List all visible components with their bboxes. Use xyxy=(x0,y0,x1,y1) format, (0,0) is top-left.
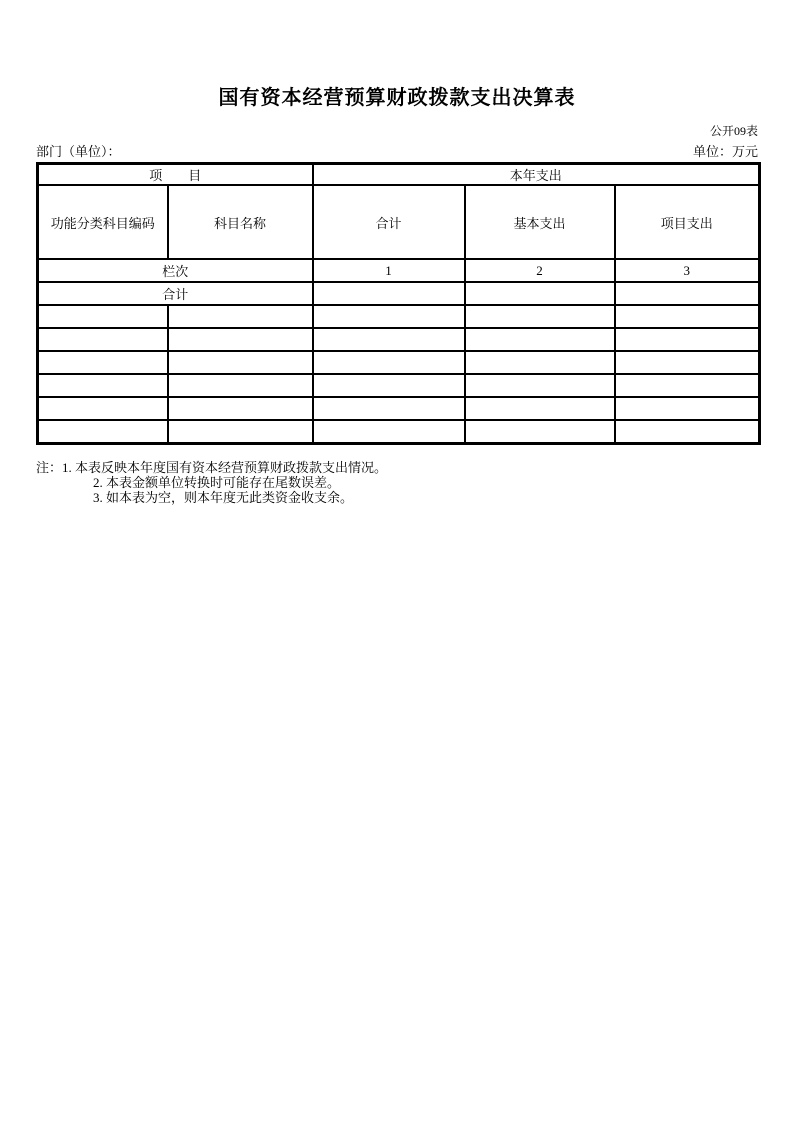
note-line-1 xyxy=(36,460,758,475)
table-row-empty xyxy=(38,420,760,443)
table-row-empty xyxy=(38,305,760,328)
total-row-value-project xyxy=(615,282,760,305)
table-row-column-headers xyxy=(38,185,760,259)
table-row-empty xyxy=(38,397,760,420)
doc-number-label: 公开09表 xyxy=(709,124,758,138)
empty-cell xyxy=(38,420,168,443)
table-row-empty xyxy=(38,328,760,351)
empty-cell xyxy=(465,351,615,374)
total-row-label: 合计 xyxy=(38,282,313,305)
table-row-column-index xyxy=(38,259,760,282)
table-row-empty xyxy=(38,351,760,374)
empty-cell xyxy=(615,328,760,351)
empty-cell xyxy=(168,374,313,397)
column-index-label: 栏次 xyxy=(38,259,313,282)
column-index-3: 3 xyxy=(615,259,760,282)
header-item-group: 项 目 xyxy=(38,164,313,186)
empty-cell xyxy=(38,397,168,420)
empty-cell xyxy=(615,351,760,374)
total-row-value-basic xyxy=(465,282,615,305)
column-index-2: 2 xyxy=(465,259,615,282)
empty-cell xyxy=(465,397,615,420)
note-line-2: 2. 本表金额单位转换时可能存在尾数误差。 xyxy=(93,474,341,490)
header-function-class-code: 功能分类科目编码 xyxy=(38,185,168,259)
total-row-value-total xyxy=(313,282,465,305)
empty-cell xyxy=(465,374,615,397)
empty-cell xyxy=(313,374,465,397)
empty-cell xyxy=(168,397,313,420)
column-index-1: 1 xyxy=(313,259,465,282)
meta-row xyxy=(36,143,758,160)
empty-cell xyxy=(168,328,313,351)
empty-cell xyxy=(38,328,168,351)
table-row-total xyxy=(38,282,760,305)
empty-cell xyxy=(313,305,465,328)
empty-cell xyxy=(465,420,615,443)
empty-cell xyxy=(313,397,465,420)
empty-cell xyxy=(313,420,465,443)
empty-cell xyxy=(615,420,760,443)
header-subject-name: 科目名称 xyxy=(168,185,313,259)
header-project-expenditure: 项目支出 xyxy=(615,185,760,259)
header-year-expenditure-group: 本年支出 xyxy=(313,164,760,186)
header-basic-expenditure: 基本支出 xyxy=(465,185,615,259)
expenditure-table xyxy=(36,162,761,445)
note-text-1: 1. 本表反映本年度国有资本经营预算财政拨款支出情况。 xyxy=(62,459,388,475)
notes-section xyxy=(36,460,758,505)
header-total: 合计 xyxy=(313,185,465,259)
empty-cell xyxy=(615,397,760,420)
department-label: 部门（单位）： xyxy=(36,144,121,159)
empty-cell xyxy=(38,305,168,328)
empty-cell xyxy=(465,305,615,328)
empty-cell xyxy=(168,305,313,328)
unit-label: 单位：万元 xyxy=(692,144,758,159)
empty-cell xyxy=(168,351,313,374)
table-row-empty xyxy=(38,374,760,397)
empty-cell xyxy=(615,374,760,397)
note-line-3: 3. 如本表为空，则本年度无此类资金收支余。 xyxy=(93,489,354,505)
page-title: 国有资本经营预算财政拨款支出决算表 xyxy=(218,87,576,109)
empty-cell xyxy=(38,374,168,397)
notes-prefix: 注： xyxy=(36,459,63,475)
empty-cell xyxy=(168,420,313,443)
empty-cell xyxy=(313,351,465,374)
empty-cell xyxy=(465,328,615,351)
empty-cell xyxy=(38,351,168,374)
table-row-group-header xyxy=(38,164,760,186)
empty-cell xyxy=(313,328,465,351)
empty-cell xyxy=(615,305,760,328)
